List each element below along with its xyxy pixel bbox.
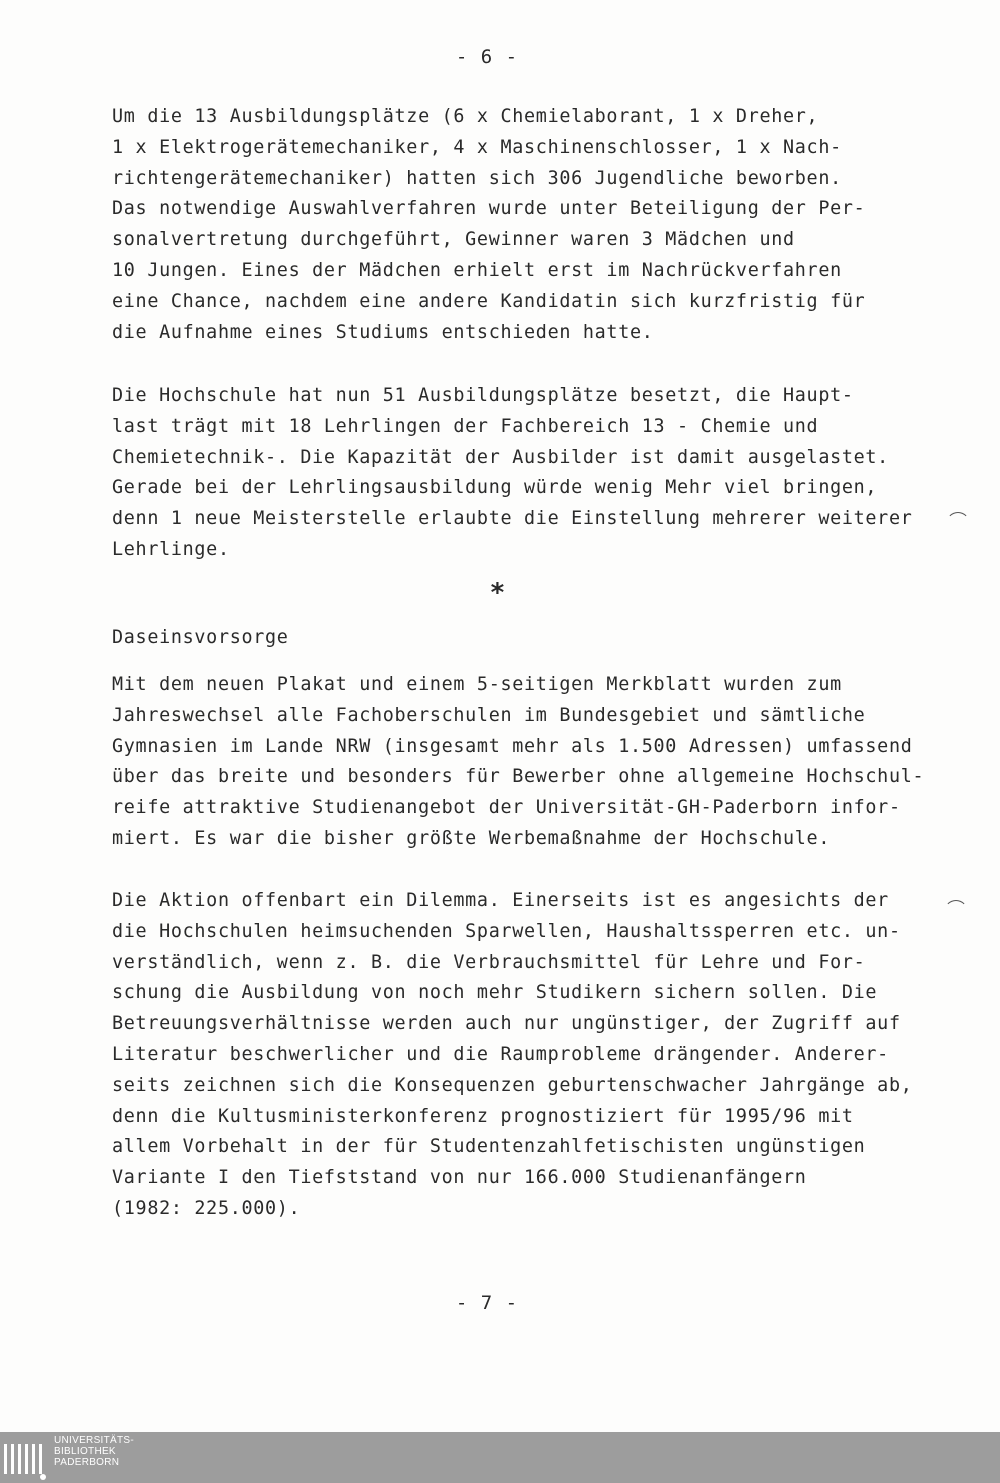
library-name <box>54 1435 134 1468</box>
paragraph-apprenticeships: Um die 13 Ausbildungsplätze (6 x Chemielaborant, 1 x Dreher, 1 x Elektrogerätemechaniker, 4 x Maschinenschlosser, 1 x Nach- richtengerätemechaniker) hatten sich 306 Jugendliche beworben. Das notwendige Auswahlverfahren wurde unter Beteiligung der Per- sonalvertretung durchgeführt, Gewinner waren 3 Mädchen und 10 Jungen. Eines der Mädchen erhielt erst im Nachrückverfahren eine Chance, nachdem eine andere Kandidatin sich kurzfristig für die Aufnahme eines Studiums entschieden hatte. <box>112 106 866 343</box>
paragraph-dilemma: Die Aktion offenbart ein Dilemma. Einerseits ist es angesichts der die Hochschulen heimsuchenden Sparwellen, Haushaltssperren etc. un- verständlich, wenn z. B. die Verbrauchsmittel für Lehre und For- schung die Ausbildung von noch mehr Studikern sichern sollen. Die Betreuungsverhältnisse werden auch nur ungünstiger, der Zugriff auf Literatur beschwerlicher und die Raumprobleme drängender. Anderer- seits zeichnen sich die Konsequenzen geburtenschwacher Jahrgänge ab, denn die Kultusministerkonferenz prognostiziert für 1995/96 mit allem Vorbehalt in der für Studentenzahlfetischisten ungünstigen Variante I den Tiefststand von nur 166.000 Studienanfängern (1982: 225.000). <box>112 890 913 1219</box>
library-name-line: BIBLIOTHEK <box>54 1446 116 1457</box>
library-logo-icon <box>3 1440 49 1480</box>
paragraph-advertising: Mit dem neuen Plakat und einem 5-seitigen Merkblatt wurden zum Jahreswechsel alle Fachoberschulen im Bundesgebiet und sämtliche Gymnasien im Lande NRW (insgesamt mehr als 1.500 Adressen) umfassend über das breite und besonders für Bewerber ohne allgemeine Hochschul- reife attraktive Studienangebot der Universität-GH-Paderborn infor- miert. Es war die bisher größte Werbemaßnahme der Hochschule. <box>112 674 925 849</box>
page-number-top: - 6 - <box>455 46 519 68</box>
section-separator: * <box>489 578 506 608</box>
margin-mark <box>946 512 970 536</box>
library-name-line: PADERBORN <box>54 1457 120 1468</box>
page-number-bottom: - 7 - <box>455 1292 519 1314</box>
paragraph-training-positions: Die Hochschule hat nun 51 Ausbildungsplätze besetzt, die Haupt- last trägt mit 18 Lehrlingen der Fachbereich 13 - Chemie und Chemietechnik-. Die Kapazität der Ausbilder ist damit ausgelastet. Gerade bei der Lehrlingsausbildung würde wenig Mehr viel bringen, denn 1 neue Meisterstelle erlaubte die Einstellung mehrerer weiterer Lehrlinge. <box>112 385 913 560</box>
library-name-line: UNIVERSITÄTS- <box>54 1435 135 1446</box>
library-footer-bar <box>0 1432 1000 1483</box>
margin-mark <box>944 900 968 924</box>
section-heading: Daseinsvorsorge <box>112 627 289 648</box>
